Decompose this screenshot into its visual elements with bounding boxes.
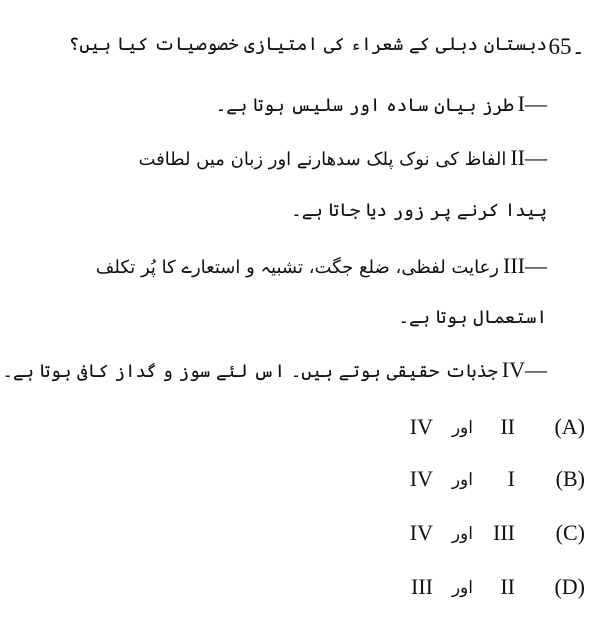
- statement-3: [96, 251, 547, 283]
- option-first-statement: II: [500, 574, 515, 599]
- option-conjunction: اور: [451, 470, 473, 490]
- question-number: 65۔: [548, 34, 585, 59]
- option-first-statement: I: [507, 466, 515, 491]
- option-first-statement: III: [493, 520, 515, 545]
- statement-1-text: طرز بیان سادہ اور سلیس ہوتا ہے۔: [215, 95, 514, 116]
- option-second-statement: IV: [409, 466, 433, 491]
- statement-1-mark: I—: [517, 91, 547, 116]
- statement-1: [216, 89, 547, 121]
- option-conjunction: اور: [451, 418, 473, 438]
- option-first-statement: II: [500, 414, 515, 439]
- statement-4-mark: IV—: [501, 357, 547, 382]
- option-second-statement: IV: [409, 414, 433, 439]
- statement-3-continued: استعمال ہوتا ہے۔: [398, 307, 547, 328]
- question-text: دبستانِ دہلی کے شعراء کی امتیازی خصوصیات کیا ہیں؟: [68, 34, 547, 55]
- option-label: (A): [554, 414, 585, 439]
- option-second-statement: IV: [409, 520, 433, 545]
- option-label: (B): [555, 466, 585, 491]
- statement-4-text: جذبات حقیقی ہوتے ہیں۔ اس لئے سوز و گداز کافی ہوتا ہے۔: [2, 361, 498, 382]
- statement-2-text: الفاظ کی نوک پلک سدھارنے اور زبان میں لطافت: [138, 149, 507, 170]
- option-a[interactable]: [325, 412, 585, 442]
- option-conjunction: اور: [451, 524, 473, 544]
- option-conjunction: اور: [451, 578, 473, 598]
- option-label: (D): [554, 574, 585, 599]
- statement-2-mark: II—: [510, 145, 547, 170]
- statement-2: [138, 143, 547, 175]
- option-b[interactable]: [325, 464, 585, 494]
- statement-2-continued: پیدا کرنے پر زور دیا جاتا ہے۔: [291, 200, 547, 221]
- statement-3-mark: III—: [503, 253, 547, 278]
- option-second-statement: III: [411, 574, 433, 599]
- option-label: (C): [555, 520, 585, 545]
- option-c[interactable]: [325, 518, 585, 548]
- option-d[interactable]: [325, 572, 585, 602]
- statement-4: [2, 355, 547, 387]
- statement-3-text: رعایت لفظی، ضلع جگت، تشبیہ و استعارے کا پُر تکلف: [95, 257, 500, 278]
